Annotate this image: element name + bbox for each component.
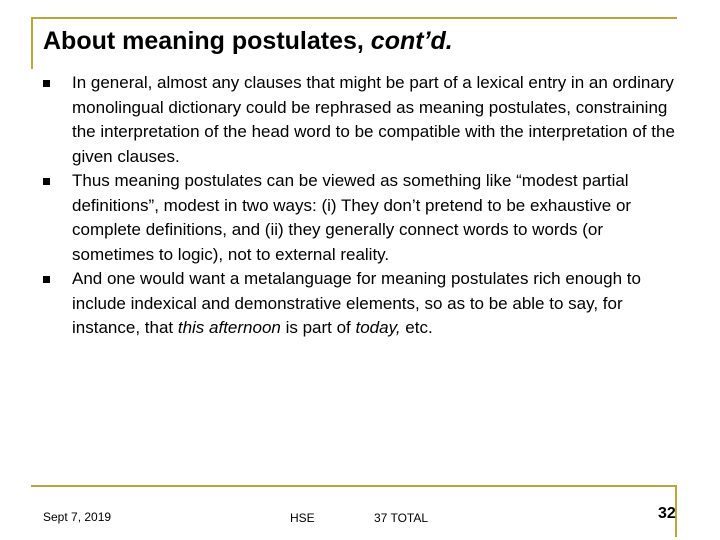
top-frame-line xyxy=(31,17,677,19)
bullet-list xyxy=(43,71,683,341)
page-number: 32 xyxy=(658,505,676,522)
bullet-text: And one would want a metalanguage for meaning postulates rich enough to include indexical and demonstrative elements, so as to be able to say, for instance, that xyxy=(72,269,641,337)
bullet-italic-text: today, xyxy=(355,318,401,337)
bullet-italic-text: this afternoon xyxy=(177,318,281,337)
bullet-item-2 xyxy=(43,169,683,267)
bullet-text: Thus meaning postulates can be viewed as something like “modest partial definitions”, modest in two ways: (i) They don’t pretend to be exhaustive or complete definitions, and (ii) they generally connect words to words (or sometimes to logic), not to external reality. xyxy=(72,171,632,264)
bullet-item-3 xyxy=(43,267,683,341)
bullet-item-1 xyxy=(43,71,683,169)
square-bullet-icon xyxy=(43,80,50,87)
bullet-text: In general, almost any clauses that might be part of a lexical entry in an ordinary monolingual dictionary could be rephrased as meaning postulates, constraining the interpretation of the head word to be compatible with the interpretation of the given clauses. xyxy=(72,73,675,166)
title-text: About meaning postulates, xyxy=(43,27,371,55)
footer-center: HSE xyxy=(290,511,315,525)
square-bullet-icon xyxy=(43,276,50,283)
bullet-text: etc. xyxy=(400,318,433,337)
square-bullet-icon xyxy=(43,178,50,185)
title-italic-text: cont’d. xyxy=(370,27,453,55)
slide-title xyxy=(43,27,453,56)
bottom-frame-line xyxy=(31,485,677,487)
footer-total: 37 TOTAL xyxy=(374,511,429,525)
left-frame-line xyxy=(31,17,33,69)
footer-date: Sept 7, 2019 xyxy=(43,510,112,524)
bullet-text: is part of xyxy=(280,318,356,337)
